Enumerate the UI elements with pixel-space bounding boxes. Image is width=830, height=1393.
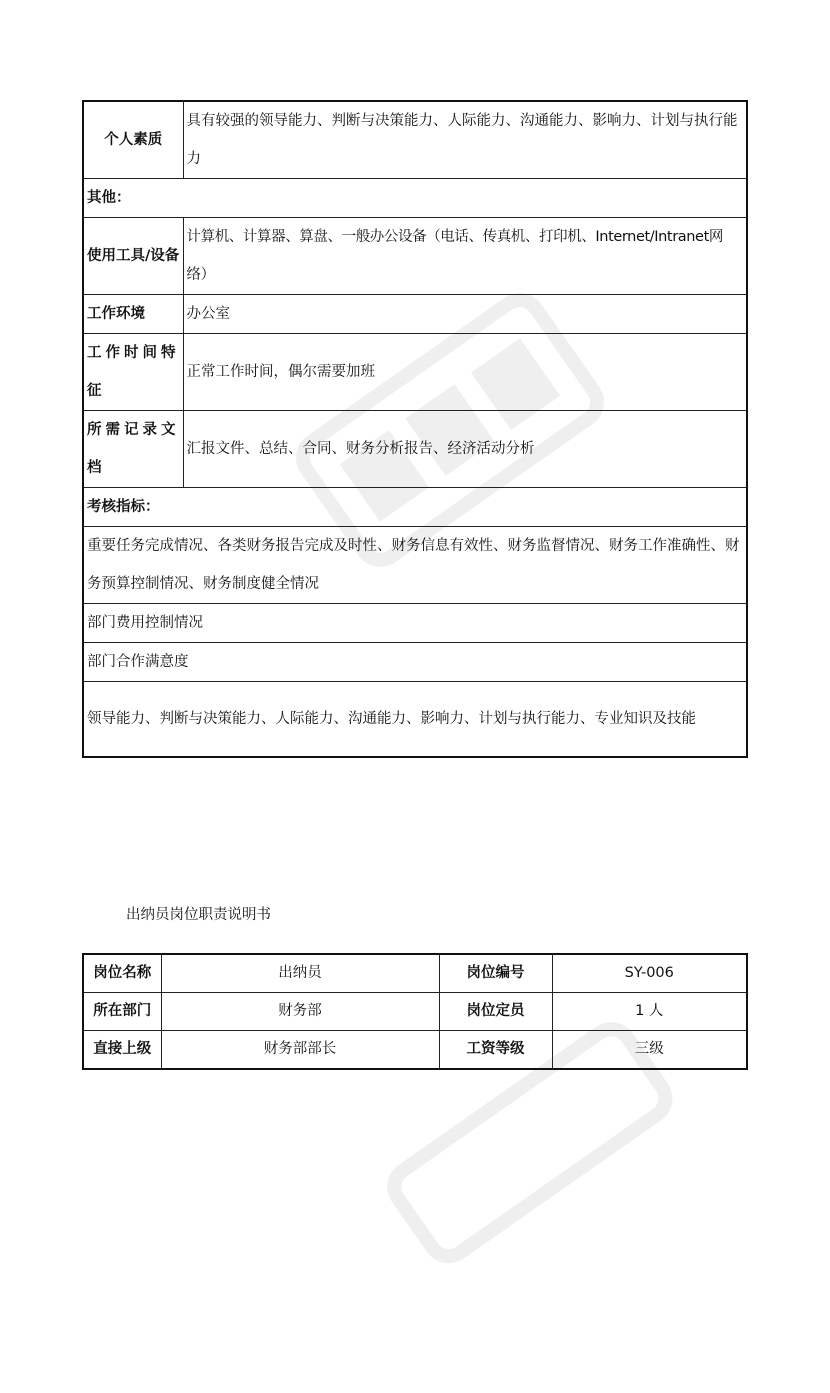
kpi-item: 重要任务完成情况、各类财务报告完成及时性、财务信息有效性、财务监督情况、财务工作准确性、财务预算控制情况、财务制度健全情况 bbox=[83, 527, 747, 604]
table-row bbox=[83, 218, 747, 295]
kpi-section-header: 考核指标： bbox=[83, 488, 747, 527]
work-time-value: 正常工作时间，偶尔需要加班 bbox=[183, 334, 747, 411]
environment-value: 办公室 bbox=[183, 295, 747, 334]
environment-label: 工作环境 bbox=[83, 295, 183, 334]
salary-grade-label: 工资等级 bbox=[439, 1031, 552, 1070]
kpi-item: 领导能力、判断与决策能力、人际能力、沟通能力、影响力、计划与执行能力、专业知识及技能 bbox=[83, 682, 747, 758]
table-row bbox=[83, 334, 747, 411]
department-value: 财务部 bbox=[161, 993, 439, 1031]
section-title: 出纳员岗位职责说明书 bbox=[126, 907, 271, 923]
department-label: 所在部门 bbox=[83, 993, 161, 1031]
table-row bbox=[83, 604, 747, 643]
job-requirements-table bbox=[82, 100, 748, 758]
table-row bbox=[83, 527, 747, 604]
salary-grade-value: 三级 bbox=[552, 1031, 747, 1070]
table-row bbox=[83, 643, 747, 682]
headcount-label: 岗位定员 bbox=[439, 993, 552, 1031]
kpi-item: 部门合作满意度 bbox=[83, 643, 747, 682]
tools-value: 计算机、计算器、算盘、一般办公设备（电话、传真机、打印机、Internet/Intranet网络） bbox=[183, 218, 747, 295]
position-info-table bbox=[82, 953, 748, 1070]
position-name-label: 岗位名称 bbox=[83, 954, 161, 993]
table-row bbox=[83, 101, 747, 179]
position-name-value: 出纳员 bbox=[161, 954, 439, 993]
table-row bbox=[83, 411, 747, 488]
position-code-value: SY-006 bbox=[552, 954, 747, 993]
table-row bbox=[83, 1031, 747, 1070]
supervisor-label: 直接上级 bbox=[83, 1031, 161, 1070]
table-row bbox=[83, 993, 747, 1031]
other-section-header: 其他： bbox=[83, 179, 747, 218]
table-row bbox=[83, 295, 747, 334]
records-label: 所需记录文档 bbox=[83, 411, 183, 488]
tools-label: 使用工具/设备 bbox=[83, 218, 183, 295]
kpi-item: 部门费用控制情况 bbox=[83, 604, 747, 643]
table-row bbox=[83, 179, 747, 218]
records-value: 汇报文件、总结、合同、财务分析报告、经济活动分析 bbox=[183, 411, 747, 488]
personal-quality-value: 具有较强的领导能力、判断与决策能力、人际能力、沟通能力、影响力、计划与执行能力 bbox=[183, 101, 747, 179]
supervisor-value: 财务部部长 bbox=[161, 1031, 439, 1070]
table-row bbox=[83, 488, 747, 527]
headcount-value: 1 人 bbox=[552, 993, 747, 1031]
table-row bbox=[83, 682, 747, 758]
position-code-label: 岗位编号 bbox=[439, 954, 552, 993]
work-time-label: 工作时间特征 bbox=[83, 334, 183, 411]
table-row bbox=[83, 954, 747, 993]
personal-quality-label: 个人素质 bbox=[83, 101, 183, 179]
